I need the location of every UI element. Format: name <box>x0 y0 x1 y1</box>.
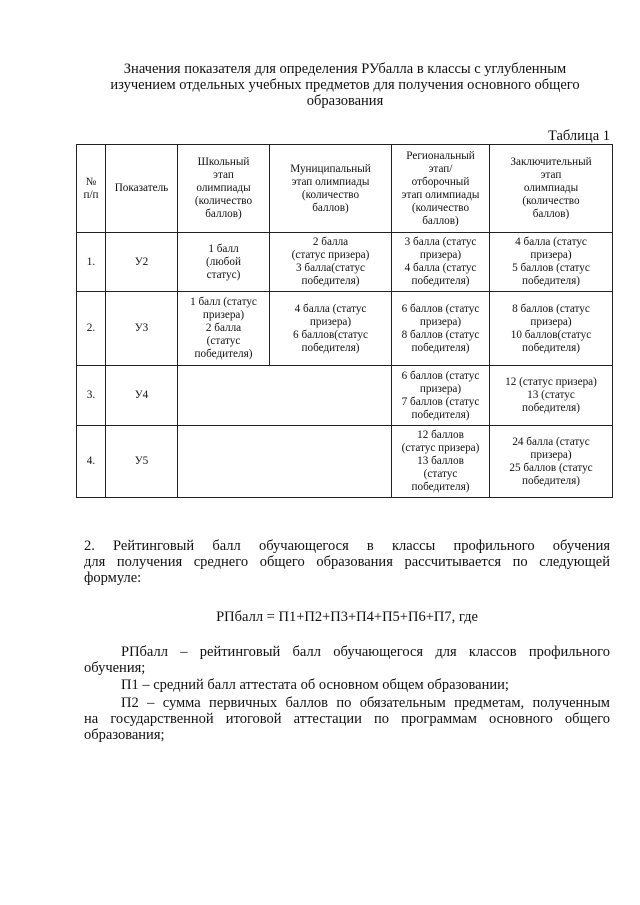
cell-school: 1 балл (статус призера) 2 балла (статус победителя) <box>178 292 270 366</box>
cell-final: 4 балла (статус призера) 5 баллов (статус победителя) <box>490 233 613 292</box>
cell-final: 8 баллов (статус призера) 10 баллов(статус победителя) <box>490 292 613 366</box>
definition-line: на государственной итоговой аттестации по программам основного общего <box>84 711 610 727</box>
rating-formula: РПбалл = П1+П2+П3+П4+П5+П6+П7, где <box>216 609 478 625</box>
cell-regional: 6 баллов (статус призера) 8 баллов (статус победителя) <box>392 292 490 366</box>
cell-final: 24 балла (статус призера) 25 баллов (статус победителя) <box>490 426 613 498</box>
paragraph-line: 2. Рейтинговый балл обучающегося в классы профильного обучения <box>84 538 610 554</box>
cell-empty <box>178 366 392 426</box>
header-cell-school: Школьный этап олимпиады (количество баллов) <box>178 145 270 233</box>
cell-regional: 6 баллов (статус призера) 7 баллов (статус победителя) <box>392 366 490 426</box>
definition-p2 <box>84 695 610 743</box>
row-indicator: У5 <box>106 426 178 498</box>
definition-rpball <box>84 644 610 676</box>
header-cell-number: № п/п <box>77 145 106 233</box>
table-header-row <box>77 145 613 233</box>
definition-line: П1 – средний балл аттестата об основном общем образовании; <box>121 677 509 693</box>
paragraph-line: для получения среднего общего образования рассчитывается по следующей <box>84 554 610 570</box>
definition-p1 <box>84 677 610 693</box>
row-number: 1. <box>77 233 106 292</box>
header-cell-final: Заключительный этап олимпиады (количество баллов) <box>490 145 613 233</box>
row-number: 2. <box>77 292 106 366</box>
paragraph-2 <box>84 538 610 586</box>
definition-line: РПбалл – рейтинговый балл обучающегося для классов профильного <box>121 644 610 660</box>
row-number: 3. <box>77 366 106 426</box>
document-heading <box>80 61 610 109</box>
table-row <box>77 426 613 498</box>
cell-municipal: 2 балла (статус призера) 3 балла(статус победителя) <box>270 233 392 292</box>
heading-line: Значения показателя для определения РУбалла в классы с углубленным <box>123 61 567 77</box>
cell-final: 12 (статус призера) 13 (статус победителя) <box>490 366 613 426</box>
row-number: 4. <box>77 426 106 498</box>
table-row <box>77 292 613 366</box>
table-row <box>77 233 613 292</box>
olympiad-points-table <box>76 144 613 498</box>
heading-line: образования <box>306 93 384 109</box>
header-cell-regional: Региональный этап/ отборочный этап олимпиады (количество баллов) <box>392 145 490 233</box>
table-row <box>77 366 613 426</box>
cell-regional: 3 балла (статус призера) 4 балла (статус победителя) <box>392 233 490 292</box>
header-cell-indicator: Показатель <box>106 145 178 233</box>
cell-empty <box>178 426 392 498</box>
cell-regional: 12 баллов (статус призера) 13 баллов (статус победителя) <box>392 426 490 498</box>
definition-line: обучения; <box>84 660 146 676</box>
row-indicator: У4 <box>106 366 178 426</box>
definition-line: П2 – сумма первичных баллов по обязательным предметам, полученным <box>121 695 610 711</box>
heading-line: изучением отдельных учебных предметов для получения основного общего <box>110 77 580 93</box>
row-indicator: У3 <box>106 292 178 366</box>
cell-municipal: 4 балла (статус призера) 6 баллов(статус победителя) <box>270 292 392 366</box>
paragraph-line: формуле: <box>84 570 142 586</box>
cell-school: 1 балл (любой статус) <box>178 233 270 292</box>
definition-line: образования; <box>84 727 165 743</box>
table-caption: Таблица 1 <box>547 128 610 144</box>
row-indicator: У2 <box>106 233 178 292</box>
header-cell-municipal: Муниципальный этап олимпиады (количество баллов) <box>270 145 392 233</box>
